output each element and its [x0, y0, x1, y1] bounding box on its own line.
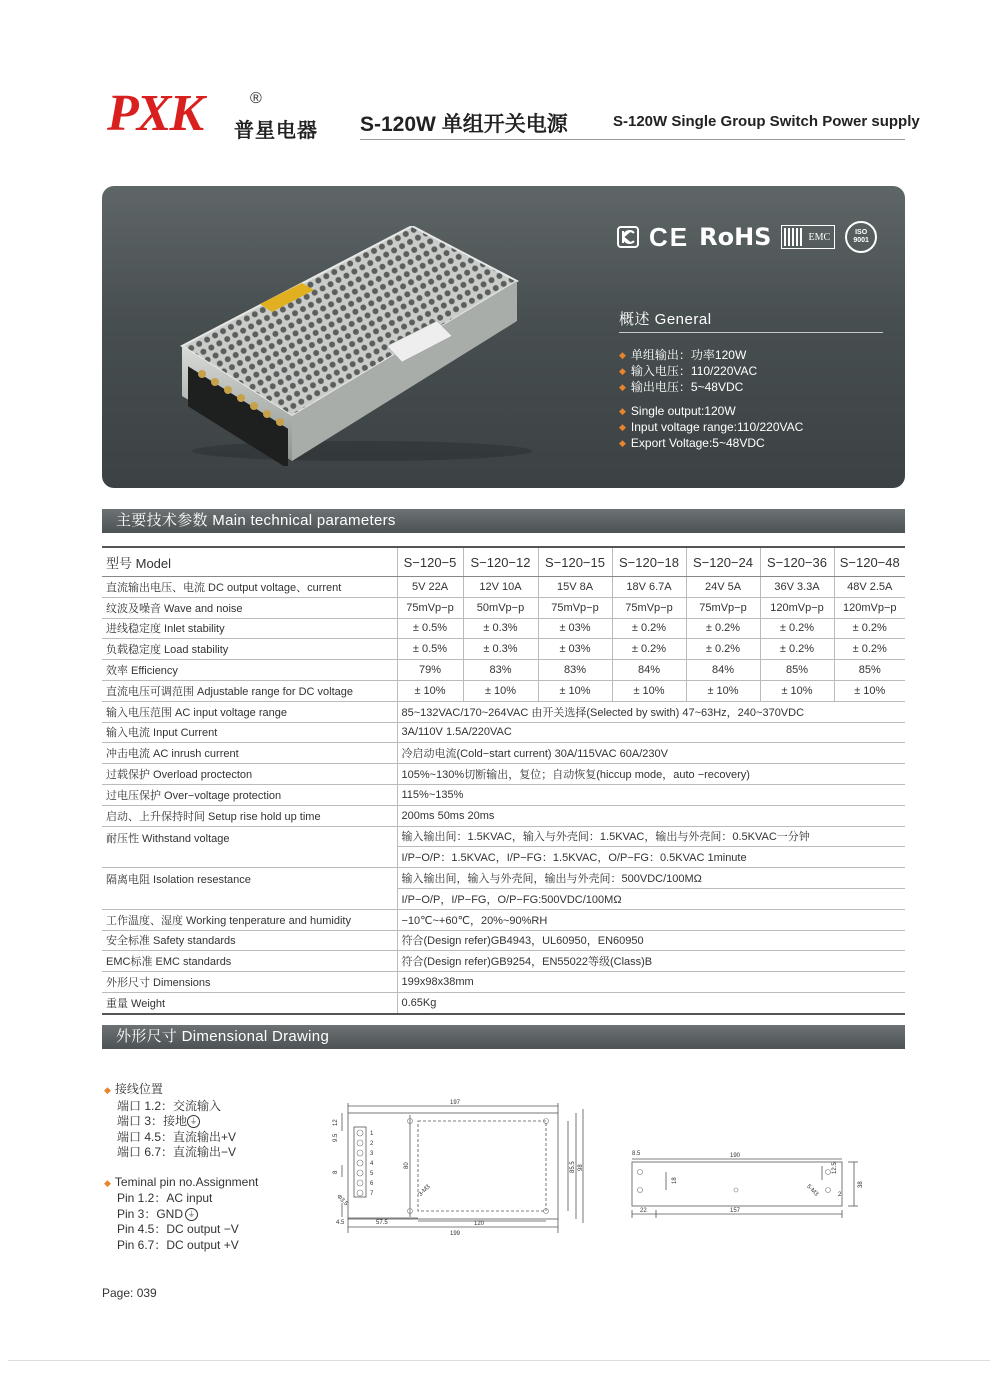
param-label: EMC标准 EMC standards: [102, 951, 397, 972]
param-label: 过电压保护 Over−voltage protection: [102, 784, 397, 805]
param-value: 5V 22A: [397, 577, 463, 598]
param-value: ± 0.2%: [760, 618, 834, 639]
param-value: ± 10%: [760, 680, 834, 701]
diamond-bullet-icon: ◆: [619, 422, 626, 432]
dimension-label: 85.5: [570, 1161, 576, 1173]
list-item: Pin 3：GND ⏚: [104, 1207, 258, 1223]
param-value: 105%~130%切断输出，复位；自动恢复(hiccup mode，auto −recovery): [397, 764, 905, 785]
list-item: ◆ Export Voltage:5~48VDC: [619, 436, 765, 450]
general-divider: [619, 332, 883, 333]
param-label: 直流输出电压、电流 DC output voltage、current: [102, 577, 397, 598]
dimension-label: 2: [838, 1192, 842, 1198]
list-item: Pin 6.7：DC output +V: [117, 1237, 239, 1252]
param-label: 外形尺寸 Dimensions: [102, 972, 397, 993]
table-row: [102, 868, 905, 889]
param-value: 36V 3.3A: [760, 577, 834, 598]
dimension-label: 199: [450, 1231, 461, 1237]
param-value: −10℃~+60℃，20%~90%RH: [397, 909, 905, 930]
param-value: ± 0.2%: [760, 639, 834, 660]
param-value: 75mVp−p: [612, 597, 686, 618]
param-value: I/P−O/P，I/P−FG，O/P−FG:500VDC/100MΩ: [397, 888, 905, 909]
model-label: 型号 Model: [102, 547, 397, 577]
table-row: [102, 639, 905, 660]
diamond-bullet-icon: ◆: [104, 1085, 111, 1095]
brand-logo: PXK: [107, 85, 203, 142]
model-name: S−120−15: [538, 547, 612, 577]
table-row: [102, 743, 905, 764]
param-value: ± 0.2%: [612, 618, 686, 639]
kc-mark-icon: [617, 225, 639, 249]
param-label: 负载稳定度 Load stability: [102, 639, 397, 660]
iso-9001-mark-icon: ISO 9001: [845, 221, 877, 253]
param-value: ± 0.3%: [463, 639, 538, 660]
features-en-list: [619, 403, 803, 451]
table-row: [102, 992, 905, 1013]
pin-number: 1: [370, 1131, 374, 1137]
param-value: 48V 2.5A: [834, 577, 905, 598]
pin-number: 4: [370, 1161, 374, 1167]
param-value: 75mVp−p: [397, 597, 463, 618]
list-item: ◆ Single output:120W: [619, 404, 736, 418]
emc-mark-icon: EMC: [781, 225, 835, 249]
table-row: [102, 577, 905, 598]
param-label: 过载保护 Overload proctecton: [102, 764, 397, 785]
param-label: 工作温度、湿度 Working tenperature and humidity: [102, 909, 397, 930]
param-value: ± 0.2%: [834, 639, 905, 660]
pin-assignment: [104, 1082, 258, 1253]
dimension-label: 57.5: [376, 1220, 388, 1226]
list-item: 端口 1.2：交流输入: [117, 1098, 222, 1113]
param-label: 输入电压范围 AC input voltage range: [102, 701, 397, 722]
list-item: ◆ Input voltage range:110/220VAC: [619, 420, 804, 434]
param-label: 输入电流 Input Current: [102, 722, 397, 743]
pin-number: 3: [370, 1151, 374, 1157]
param-label: 直流电压可调范围 Adjustable range for DC voltage: [102, 680, 397, 701]
param-value: 83%: [538, 660, 612, 681]
pin-number: 6: [370, 1181, 374, 1187]
table-row: [102, 722, 905, 743]
param-value: 3A/110V 1.5A/220VAC: [397, 722, 905, 743]
dimension-label: 22: [640, 1208, 647, 1214]
param-value: ± 0.2%: [834, 618, 905, 639]
param-value: 输入输出间：1.5KVAC，输入与外壳间：1.5KVAC，输出与外壳间：0.5KVAC一分钟: [397, 826, 905, 847]
table-row: [102, 826, 905, 847]
spec-section-header: 主要技术参数 Main technical parameters: [102, 509, 905, 533]
param-value: ± 10%: [397, 680, 463, 701]
pins-en-title: ◆ Teminal pin no.Assignment: [104, 1174, 259, 1189]
param-label: 耐压性 Withstand voltage: [102, 826, 397, 868]
param-value: 120mVp−p: [834, 597, 905, 618]
page-number: Page: 039: [102, 1286, 157, 1300]
list-item: 端口 4.5：直流输出+V: [117, 1129, 237, 1144]
param-value: 79%: [397, 660, 463, 681]
param-value: 115%~135%: [397, 784, 905, 805]
model-name: S−120−36: [760, 547, 834, 577]
diamond-bullet-icon: ◆: [104, 1177, 111, 1188]
param-value: ± 0.3%: [463, 618, 538, 639]
dimension-label: 5-M3: [805, 1183, 820, 1198]
param-value: 83%: [463, 660, 538, 681]
title-divider: [360, 139, 905, 140]
table-row: [102, 784, 905, 805]
param-label: 进线稳定度 Inlet stability: [102, 618, 397, 639]
param-value: 符合(Design refer)GB9254，EN55022等级(Class)B: [397, 951, 905, 972]
param-value: 84%: [612, 660, 686, 681]
dimension-label: 3-M3: [417, 1183, 432, 1198]
param-value: ± 0.5%: [397, 618, 463, 639]
ground-symbol-icon: ⏚: [185, 1208, 198, 1221]
param-label: 启动、上升保持时间 Setup rise hold up time: [102, 805, 397, 826]
table-row: [102, 680, 905, 701]
model-name: S−120−18: [612, 547, 686, 577]
table-row: [102, 701, 905, 722]
param-value: 85%: [834, 660, 905, 681]
param-value: 18V 6.7A: [612, 577, 686, 598]
drawing-section-header: 外形尺寸 Dimensional Drawing: [102, 1025, 905, 1049]
product-hero-panel: [102, 186, 905, 488]
param-label: 效率 Efficiency: [102, 660, 397, 681]
model-name: S−120−48: [834, 547, 905, 577]
list-item: Pin 1.2：AC input: [117, 1191, 213, 1205]
param-value: 75mVp−p: [686, 597, 760, 618]
spec-table: [102, 546, 905, 1015]
brand-name-cn: 普星电器: [234, 120, 318, 142]
page-title-en: S-120W Single Group Switch Power supply: [613, 113, 920, 130]
list-item: 端口 6.7：直流输出−V: [117, 1145, 237, 1159]
dimension-label: 157: [730, 1208, 741, 1214]
ce-mark-icon: CE: [649, 221, 690, 252]
model-name: S−120−24: [686, 547, 760, 577]
dimension-label: 12: [333, 1119, 339, 1126]
dimension-label: Φ3.5: [335, 1193, 349, 1208]
param-value: 50mVp−p: [463, 597, 538, 618]
dimension-label: 120: [474, 1221, 485, 1227]
param-label: 冲击电流 AC inrush current: [102, 743, 397, 764]
certification-logos: [617, 220, 877, 254]
param-value: 85~132VAC/170~264VAC 由开关选择(Selected by swith) 47~63Hz，240~370VDC: [397, 701, 905, 722]
param-value: ± 0.2%: [686, 639, 760, 660]
param-label: 隔离电阻 Isolation resestance: [102, 868, 397, 910]
param-value: ± 10%: [834, 680, 905, 701]
diamond-bullet-icon: ◆: [619, 438, 626, 448]
param-value: ± 03%: [538, 639, 612, 660]
dimension-label: 18: [672, 1177, 678, 1184]
param-value: 24V 5A: [686, 577, 760, 598]
param-value: I/P−O/P：1.5KVAC，I/P−FG：1.5KVAC，O/P−FG：0.5KVAC 1minute: [397, 847, 905, 868]
side-view-drawing: [626, 1148, 872, 1222]
diamond-bullet-icon: ◆: [619, 406, 626, 416]
dimension-label: 190: [730, 1153, 741, 1159]
param-label: 纹波及噪音 Wave and noise: [102, 597, 397, 618]
rohs-mark-icon: RoHS: [699, 223, 772, 251]
param-value: 15V 8A: [538, 577, 612, 598]
page-title-cn: S-120W 单组开关电源: [360, 113, 568, 136]
footer-divider: [8, 1360, 990, 1361]
dimension-label: 8.5: [632, 1151, 641, 1157]
dimension-label: 80: [404, 1162, 410, 1169]
param-value: ± 03%: [538, 618, 612, 639]
param-value: 12V 10A: [463, 577, 538, 598]
table-row: [102, 597, 905, 618]
dimension-label: 197: [450, 1100, 461, 1106]
param-value: 120mVp−p: [760, 597, 834, 618]
param-value: 符合(Design refer)GB4943，UL60950，EN60950: [397, 930, 905, 951]
dimension-label: 12.5: [832, 1162, 838, 1174]
pin-number: 5: [370, 1171, 374, 1177]
registered-mark: ®: [250, 90, 262, 107]
general-heading: 概述 General: [619, 311, 712, 328]
dimension-label: 98: [578, 1164, 584, 1171]
model-name: S−120−5: [397, 547, 463, 577]
param-value: ± 10%: [463, 680, 538, 701]
param-value: 冷启动电流(Cold−start current) 30A/115VAC 60A/230V: [397, 743, 905, 764]
pins-cn-title: ◆ 接线位置: [104, 1082, 163, 1096]
param-value: ± 10%: [538, 680, 612, 701]
table-row: [102, 909, 905, 930]
param-value: 84%: [686, 660, 760, 681]
pin-number: 2: [370, 1141, 374, 1147]
table-row: [102, 660, 905, 681]
param-value: 输入输出间，输入与外壳间，输出与外壳间：500VDC/100MΩ: [397, 868, 905, 889]
power-supply-photo: [162, 226, 542, 466]
param-value: ± 10%: [686, 680, 760, 701]
diamond-bullet-icon: ◆: [619, 382, 626, 392]
param-value: 75mVp−p: [538, 597, 612, 618]
dimension-label: 4.5: [336, 1220, 345, 1226]
features-cn-list: [619, 347, 757, 395]
list-item: ◆ 单组输出：功率120W: [619, 348, 747, 362]
param-value: 199x98x38mm: [397, 972, 905, 993]
table-row: [102, 805, 905, 826]
table-row: [102, 764, 905, 785]
list-item: 端口 3：接地 ⏚: [104, 1114, 258, 1130]
list-item: Pin 4.5：DC output −V: [117, 1222, 239, 1236]
pin-number: 7: [370, 1191, 374, 1197]
table-row: [102, 547, 905, 577]
dimension-label: 8: [333, 1170, 339, 1174]
diamond-bullet-icon: ◆: [619, 366, 626, 376]
ground-symbol-icon: ⏚: [187, 1115, 200, 1128]
param-value: 0.65Kg: [397, 992, 905, 1013]
param-value: ± 0.2%: [686, 618, 760, 639]
param-value: 200ms 50ms 20ms: [397, 805, 905, 826]
table-row: [102, 972, 905, 993]
param-label: 安全标准 Safety standards: [102, 930, 397, 951]
param-value: ± 0.2%: [612, 639, 686, 660]
dimension-label: 9.5: [333, 1133, 339, 1142]
param-value: ± 0.5%: [397, 639, 463, 660]
param-value: 85%: [760, 660, 834, 681]
list-item: ◆ 输入电压：110/220VAC: [619, 364, 758, 378]
param-value: ± 10%: [612, 680, 686, 701]
param-label: 重量 Weight: [102, 992, 397, 1013]
list-item: ◆ 输出电压：5~48VDC: [619, 380, 744, 394]
dimension-label: 38: [858, 1181, 864, 1188]
diamond-bullet-icon: ◆: [619, 350, 626, 360]
table-row: [102, 930, 905, 951]
model-name: S−120−12: [463, 547, 538, 577]
table-row: [102, 951, 905, 972]
front-view-drawing: [326, 1093, 588, 1237]
table-row: [102, 618, 905, 639]
